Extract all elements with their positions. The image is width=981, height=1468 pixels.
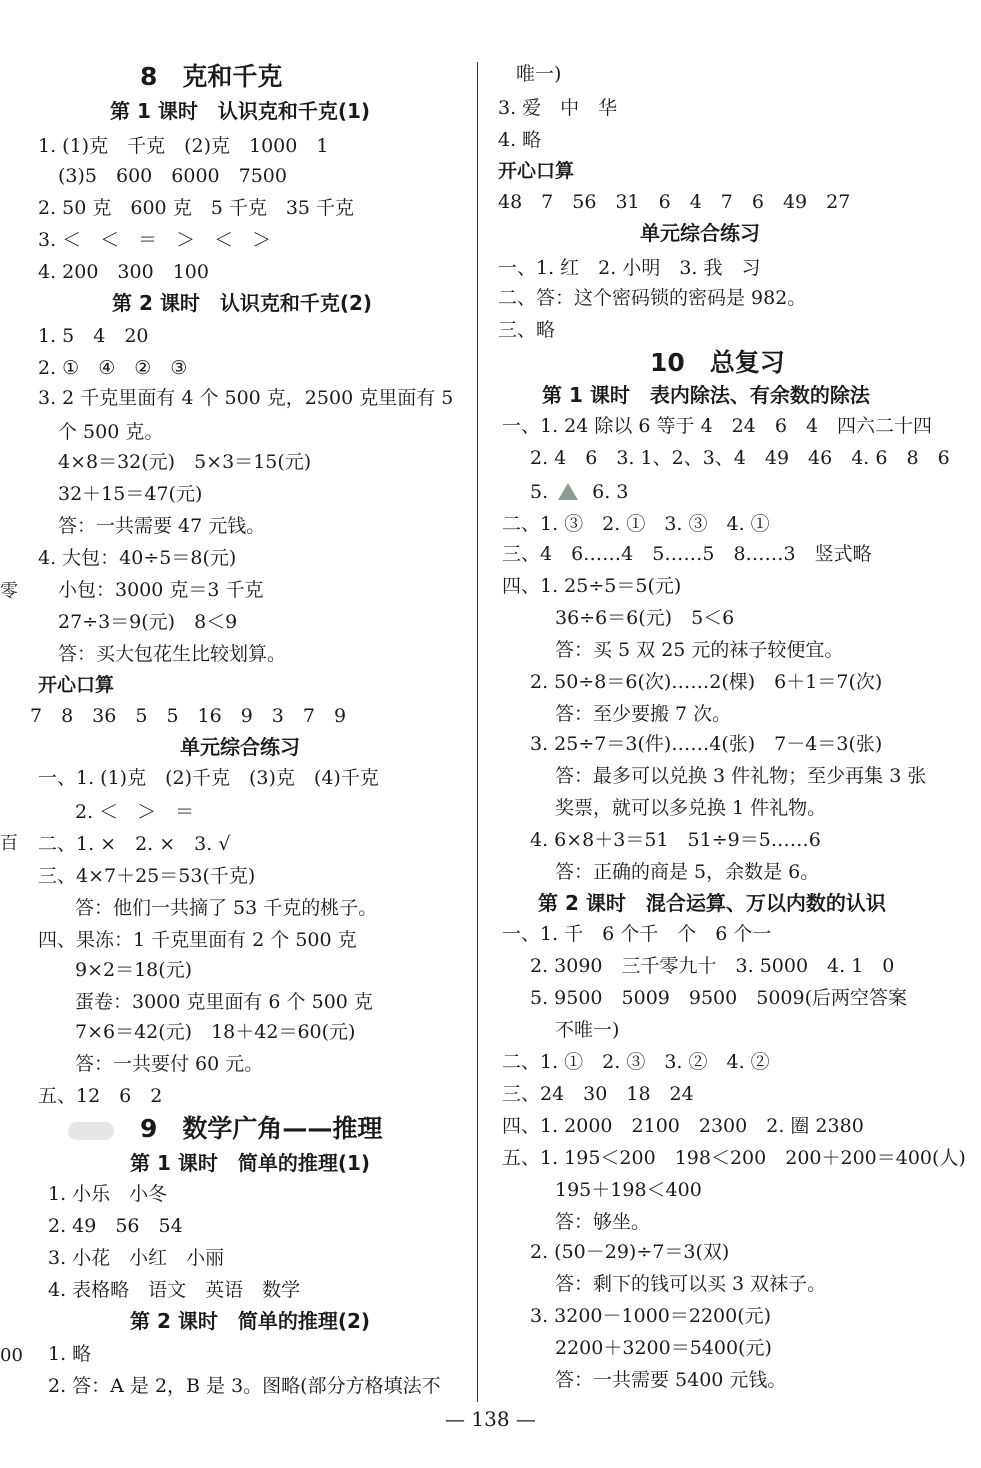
answer-line: 四、1. 25÷5＝5(元) [502,575,682,597]
answer-line: 三、略 [498,319,556,341]
answer-line: 2. 50 克 600 克 5 千克 35 千克 [38,197,355,219]
answer-line: 二、答：这个密码锁的密码是 982。 [498,287,807,309]
answer-line: 答：一共要付 60 元。 [75,1053,264,1075]
answer-line: 一、1. 24 除以 6 等于 4 24 6 4 四六二十四 [502,415,933,437]
section-heading: 8 克和千克 [140,62,283,91]
section-heading: 开心口算 [498,160,575,182]
section-heading: 第 1 课时 表内除法、有余数的除法 [542,383,870,407]
section-heading: 第 1 课时 简单的推理(1) [130,1151,371,1175]
answer-line: 一、1. (1)克 (2)千克 (3)克 (4)千克 [38,767,379,789]
answer-line: 3. 2 千克里面有 4 个 500 克，2500 克里面有 5 [38,387,454,409]
answer-line: 奖票，就可以多兑换 1 件礼物。 [555,797,827,819]
answer-line: 2. (50－29)÷7＝3(双) [530,1241,730,1263]
answer-line: 9×2＝18(元) [75,959,193,981]
answer-line: 3. ＜ ＜ ＝ ＞ ＜ ＞ [38,229,272,251]
answer-line: 三、24 30 18 24 [502,1083,694,1105]
answer-line: 答：剩下的钱可以买 3 双袜子。 [555,1273,827,1295]
section-heading: 单元综合练习 [640,221,760,245]
answer-line: 1. 5 4 20 [38,325,149,347]
answer-line: 36÷6＝6(元) 5＜6 [555,607,735,629]
section-heading: 10 总复习 [650,348,785,377]
answer-line: 五、12 6 2 [38,1085,163,1107]
answer-line: 五、1. 195＜200 198＜200 200＋200＝400(人) [502,1147,966,1169]
answer-line: 二、1. ① 2. ③ 3. ② 4. ② [502,1051,770,1073]
answer-line: 2200＋3200＝5400(元) [555,1337,772,1359]
answer-line: 32＋15＝47(元) [58,483,203,505]
margin-fragment: 百 [0,833,18,854]
answer-line: 3. 3200－1000＝2200(元) [530,1305,772,1327]
answer-line: 2. ＜ ＞ ＝ [75,801,195,823]
answer-line: 答：买 5 双 25 元的袜子较便宜。 [555,639,844,661]
answer-line: 4. 200 300 100 [38,261,209,283]
answer-line: 4×8＝32(元) 5×3＝15(元) [58,451,312,473]
answer-line: 4. 略 [498,129,542,151]
answer-line: 二、1. × 2. × 3. √ [38,833,231,855]
section-heading: 第 1 课时 认识克和千克(1) [110,99,371,123]
answer-line: 2. 49 56 54 [48,1215,183,1237]
answer-line: 唯一) [516,63,562,85]
answer-line: 195＋198＜400 [555,1179,702,1201]
answer-line: 答：够坐。 [555,1211,651,1233]
answer-line: 四、果冻：1 千克里面有 2 个 500 克 [38,929,357,951]
answer-suffix: 6. 3 [592,481,629,503]
answer-line: 三、4×7＋25＝53(千克) [38,865,256,887]
ink-smudge [68,1122,114,1140]
page-number: — 138 — [445,1407,536,1431]
section-heading: 第 2 课时 混合运算、万以内数的认识 [538,891,886,915]
answer-line: 48 7 56 31 6 4 7 6 49 27 [498,191,851,213]
answer-line: 答：一共需要 47 元钱。 [58,515,266,537]
answer-line: 答：正确的商是 5，余数是 6。 [555,861,820,883]
answer-line: 答：至少要搬 7 次。 [555,703,732,725]
answer-line: 个 500 克。 [58,421,164,443]
answer-line: 答：买大包花生比较划算。 [58,643,287,665]
section-heading: 开心口算 [38,674,115,696]
answer-line: 7 8 36 5 5 16 9 3 7 9 [30,705,347,727]
answer-line: 3. 25÷7＝3(件)……4(张) 7－4＝3(张) [530,733,883,755]
answer-line: 4. 大包：40÷5＝8(元) [38,547,237,569]
answer-line: 7×6＝42(元) 18＋42＝60(元) [75,1021,356,1043]
answer-line: 2. 3090 三千零九十 3. 5000 4. 1 0 [530,955,895,977]
column-divider [477,62,478,1402]
answer-line: 1. 小乐 小冬 [48,1183,168,1205]
answer-line: 27÷3＝9(元) 8＜9 [58,611,238,633]
answer-line: 2. 50÷8＝6(次)……2(棵) 6＋1＝7(次) [530,671,883,693]
section-heading: 第 2 课时 简单的推理(2) [130,1309,371,1333]
answer-line: 5. 6. 3 [530,481,629,503]
answer-line: 小包：3000 克＝3 千克 [58,579,264,601]
answer-line: 2. 4 6 3. 1、2、3、4 49 46 4. 6 8 6 [530,447,950,469]
answer-line: 1. 略 [48,1343,92,1365]
margin-fragment: 00 [0,1345,23,1366]
answer-line: 二、1. ③ 2. ① 3. ③ 4. ① [502,513,770,535]
answer-line: 三、4 6……4 5……5 8……3 竖式略 [502,543,872,565]
answer-line: 3. 爱 中 华 [498,97,618,119]
answer-line: 5. 9500 5009 9500 5009(后两空答案 [530,987,907,1009]
section-heading: 第 2 课时 认识克和千克(2) [112,291,373,315]
answer-line: 不唯一) [555,1019,620,1041]
answer-line: 4. 6×8＋3＝51 51÷9＝5……6 [530,829,821,851]
section-heading: 单元综合练习 [180,735,300,759]
answer-line: 2. ① ④ ② ③ [38,357,188,379]
section-heading: 9 数学广角——推理 [140,1114,383,1143]
margin-fragment: 零 [0,581,18,602]
answer-line: 答：最多可以兑换 3 件礼物；至少再集 3 张 [555,765,927,787]
answer-line: 答：一共需要 5400 元钱。 [555,1369,787,1391]
answer-line: 4. 表格略 语文 英语 数学 [48,1279,301,1301]
answer-line: 2. 答：A 是 2，B 是 3。图略(部分方格填法不 [48,1375,441,1397]
answer-line: 蛋卷：3000 克里面有 6 个 500 克 [75,991,373,1013]
answer-line: 一、1. 红 2. 小明 3. 我 习 [498,257,761,279]
triangle-icon [558,483,578,500]
answer-line: 1. (1)克 千克 (2)克 1000 1 [38,135,329,157]
answer-line: 答：他们一共摘了 53 千克的桃子。 [75,897,378,919]
answer-line: 3. 小花 小红 小丽 [48,1247,225,1269]
answer-line: 一、1. 千 6 个千 个 6 个一 [502,923,772,945]
answer-line: 四、1. 2000 2100 2300 2. 圈 2380 [502,1115,864,1137]
answer-line: (3)5 600 6000 7500 [58,165,287,187]
